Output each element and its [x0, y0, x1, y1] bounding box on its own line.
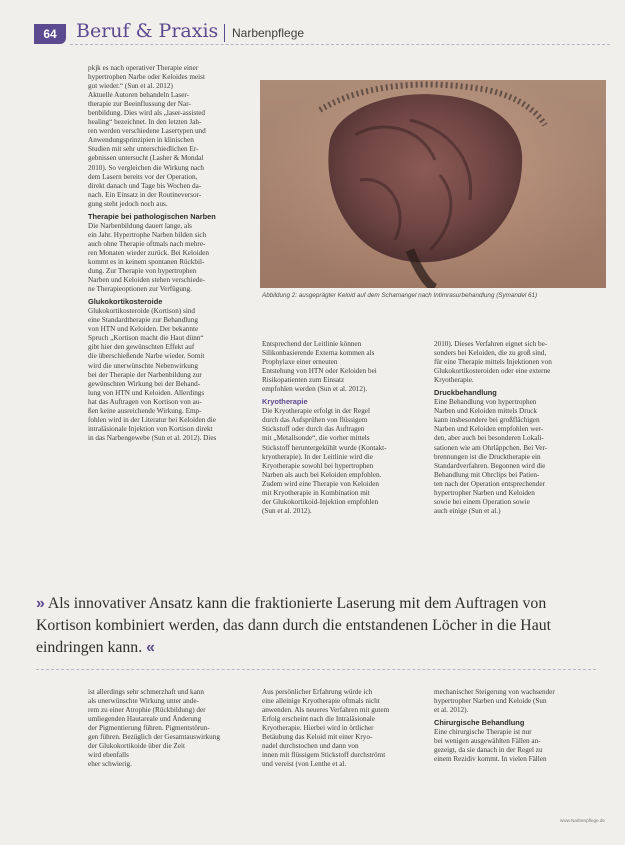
- text-line: Aus persönlicher Erfahrung würde ich: [262, 688, 373, 696]
- lower-column-3: [434, 688, 604, 764]
- text-line: ren werden verschiedene Lasertypen und: [88, 127, 206, 136]
- text-line: therapie zur Beeinflussung der Nar-: [88, 100, 191, 109]
- text-line: Kryotherapie sowohl bei hypertrophen: [262, 461, 374, 470]
- text-line: Glukokortikosteroide (Kortison) sind: [88, 307, 196, 316]
- text-line: gut wieder.“ (Sun et al. 2012): [88, 82, 173, 91]
- text-line: sonders bei Keloiden, die zu groß sind,: [434, 349, 547, 358]
- text-line: ßen keine ausreichende Wirkung. Emp-: [88, 406, 202, 415]
- text-line: Anwendungsprinzipien in klinischen: [88, 136, 194, 145]
- text-line: den, aber auch bei besonderen Lokali-: [434, 434, 544, 443]
- header-divider: [224, 24, 225, 42]
- text-line: Stickstoff heruntergekühlt wurde (Kontakt-: [262, 443, 387, 452]
- page-footer: www.Narbenpflege.de: [560, 818, 605, 823]
- text-line: mit Kryotherapie in Kombination mit: [262, 488, 370, 497]
- section-title: Beruf & Praxis: [76, 20, 219, 42]
- column-3: [434, 340, 604, 516]
- text-line: von HTN und Keloiden. Der bekannte: [88, 325, 199, 334]
- text-line: Kryotherapie. Hierbei wird in örtlicher: [262, 724, 374, 733]
- text-line: der Glukokortikoid-Injektion empfohlen: [262, 497, 379, 506]
- text-line: ist allerdings sehr schmerzhaft und kann: [88, 688, 204, 696]
- text-line: intraläsionale Injektion von Kortison direkt: [88, 424, 213, 433]
- text-line: als unerwünschte Wirkung unter ande-: [88, 697, 199, 706]
- text-line: kommt es in keinem spontanen Rückbil-: [88, 257, 205, 266]
- text-line: Prophylaxe einer erneuten: [262, 358, 338, 367]
- text-line: Risikopatienten zum Einsatz: [262, 376, 345, 385]
- text-line: Entsprechend der Leitlinie können: [262, 340, 362, 348]
- text-line: gibt hier den gewünschten Effekt auf: [88, 343, 195, 352]
- text-line: empfohlen werden (Sun et al. 2012).: [262, 385, 368, 394]
- col1-heading-2: Glukokortikosteroide: [88, 297, 163, 307]
- text-line: der Glukokortikoide über die Zeit: [88, 742, 186, 751]
- text-line: Glukokortikosteroiden oder eine externe: [434, 367, 551, 376]
- text-line: Aktuelle Autoren behandeln Laser-: [88, 91, 190, 100]
- text-line: ein Jahr. Hypertrophe Narben bilden sich: [88, 230, 207, 239]
- text-line: healing“ bezeichnet. In den letzten Jah-: [88, 118, 202, 127]
- text-line: 2010). Dieses Verfahren eignet sich be-: [434, 340, 548, 348]
- text-line: Standardverfahren. Begonnen wird die: [434, 461, 546, 470]
- text-line: benbildung. Dies wird als „laser-assisted: [88, 109, 206, 118]
- text-line: Narben und Keloiden empfohlen wer-: [434, 425, 544, 434]
- text-line: gebnissen untersucht (Lasher & Mondal: [88, 154, 204, 163]
- text-line: sowie bei einem Operation sowie: [434, 497, 530, 506]
- text-line: Stickstoff oder durch das Auftragen: [262, 425, 365, 434]
- col1-mid-text: [88, 222, 253, 294]
- lower-col3-text-b: [434, 728, 604, 764]
- col1-heading: Therapie bei pathologischen Narben: [88, 211, 216, 221]
- text-line: auch einige (Sun et al.): [434, 506, 501, 515]
- col2-text: [262, 340, 427, 394]
- text-line: in das Narbengewebe (Sun et al. 2012). Dies: [88, 433, 217, 442]
- text-line: eher schwierig.: [88, 760, 132, 769]
- quote-open-mark: »: [36, 595, 45, 612]
- text-line: wird ebenfalls: [88, 751, 129, 760]
- col1-bottom-text: [88, 307, 253, 443]
- quote-close-mark: «: [146, 638, 155, 656]
- photo-illustration: [260, 80, 606, 288]
- col1-top-text: [88, 64, 253, 209]
- lower-col1-text: [88, 688, 253, 769]
- text-line: Eine Behandlung von hypertrophen: [434, 398, 537, 407]
- lower-col3-heading: Chirurgische Behandlung: [434, 718, 525, 728]
- text-line: Eine chirurgische Therapie ist nur: [434, 728, 532, 737]
- page-header: [0, 18, 625, 46]
- section-topic: Narbenpflege: [232, 26, 305, 40]
- quote-text: Als innovativer Ansatz kann die fraktionierte Laserung mit dem Auftragen von Kortison kombiniert werden, das dann durch die entstandenen Löcher in die Haut eindringen kann.: [36, 595, 552, 656]
- text-line: hypertropher Narben und Keloide (Sun: [434, 697, 547, 706]
- text-line: nadel durchstochen und dann von: [262, 742, 359, 751]
- text-line: hat das Auftragen von Kortison von au-: [88, 397, 202, 406]
- lower-column-1: [88, 688, 253, 769]
- text-line: anwenden. Als neueres Verfahren mit gutem: [262, 706, 390, 715]
- text-line: Betäubung das Keloid mit einer Kryo-: [262, 733, 373, 742]
- col3-text-b: [434, 398, 604, 516]
- header-rule: [70, 44, 610, 45]
- text-line: bei der Therapie der Narbenbildung zur: [88, 370, 202, 379]
- text-line: wird die unerwünschte Nebenwirkung: [88, 361, 198, 370]
- text-line: durch das Aufsprühen von flüssigem: [262, 416, 368, 425]
- text-line: Erfolg erscheint nach die Intraläsionale: [262, 715, 375, 724]
- text-line: 2010). So vergleichen die Wirkung nach: [88, 163, 205, 172]
- figure-caption: Abbildung 2: ausgeprägter Keloid auf dem Schamangel nach Intimrasurbehandlung (Symandel 61): [262, 292, 538, 299]
- text-line: (Sun et al. 2012).: [262, 506, 312, 515]
- text-line: kann insbesondere bei großflächigen: [434, 416, 540, 425]
- text-line: mit „Metallsonde“, die vorher mittels: [262, 434, 370, 443]
- text-line: Narben und Keloiden mittels Druck: [434, 407, 537, 416]
- column-1-upper: [88, 64, 253, 443]
- text-line: Studien mit sehr unterschiedlichen Er-: [88, 145, 199, 154]
- text-line: ten nach der Operation entsprechender: [434, 479, 545, 488]
- text-line: hypertropher Narben und Keloiden: [434, 488, 535, 497]
- text-line: Spruch „Kortison macht die Haut dünn“: [88, 334, 204, 343]
- text-line: fohlen wird in der Literatur bei Keloiden die: [88, 415, 216, 424]
- text-line: Kryotherapie.: [434, 376, 474, 385]
- col2-heading: Kryotherapie: [262, 397, 308, 407]
- text-line: auch ohne Therapie oftmals nach mehre-: [88, 239, 206, 248]
- text-line: Entstehung von HTN oder Keloiden bei: [262, 367, 377, 376]
- text-line: direkt danach und Tage bis Wochen da-: [88, 181, 202, 190]
- text-line: lung von HTN und Keloiden. Allerdings: [88, 388, 205, 397]
- lower-column-2: [262, 688, 427, 769]
- text-line: gen führen. Bezüglich der Gesamtauswirkung: [88, 733, 220, 742]
- text-line: Zudem wird eine Therapie von Keloiden: [262, 479, 380, 488]
- text-line: mechanischer Steigerung von wachsender: [434, 688, 555, 696]
- text-line: Silikonbasierende Externa kommen als: [262, 349, 375, 358]
- text-line: dem Lasern bereits vor der Operation,: [88, 172, 198, 181]
- col3-heading: Druckbehandlung: [434, 388, 497, 398]
- text-line: bei wenigen ausgewählten Fällen an-: [434, 737, 541, 746]
- text-line: gewünschten Wirkung bei der Behand-: [88, 379, 201, 388]
- text-line: pkjk es nach operativer Therapie einer: [88, 64, 199, 72]
- text-line: Die Kryotherapie erfolgt in der Regel: [262, 407, 370, 416]
- text-line: rem zu einer Atrophie (Rückbildung) der: [88, 706, 206, 715]
- text-line: dung. Zur Therapie von hypertrophen: [88, 267, 197, 276]
- text-line: eine alleinige Kryotherapie oftmals nicht: [262, 697, 380, 706]
- text-line: sationen wie am Ohrläppchen. Bei Ver-: [434, 443, 548, 452]
- text-line: hypertrophen Narbe oder Keloides meist: [88, 73, 205, 82]
- text-line: gung steht jedoch noch aus.: [88, 199, 168, 208]
- figure-photo: [260, 80, 606, 288]
- text-line: der Pigmentierung führen. Pigmentstörun-: [88, 724, 210, 733]
- lower-col3-text: [434, 688, 604, 715]
- quote-rule: [36, 669, 596, 670]
- text-line: nach. Ein Einsatz in der Routineversor-: [88, 190, 202, 199]
- text-line: ren Monaten wieder zurück. Bei Keloiden: [88, 248, 209, 257]
- text-line: gezeigt, da sie danach in der Regel zu: [434, 746, 543, 755]
- text-line: Narben und Keloiden stehen verschiede-: [88, 276, 205, 285]
- col2-text-b: [262, 407, 427, 516]
- text-line: einem Rezidiv kommt. In vielen Fällen: [434, 755, 547, 764]
- text-line: Behandlung mit Ohrclips bei Patien-: [434, 470, 540, 479]
- page-number: 64: [34, 24, 66, 44]
- text-line: die überschießende Narbe wieder. Somit: [88, 352, 205, 361]
- text-line: ne Therapieoptionen zur Verfügung.: [88, 285, 192, 294]
- text-line: brennungen ist die Drucktherapie ein: [434, 452, 541, 461]
- text-line: et al. 2012).: [434, 706, 469, 715]
- column-2: [262, 340, 427, 516]
- text-line: für eine Therapie mittels Injektionen von: [434, 358, 552, 367]
- text-line: Die Narbenbildung dauert lange, als: [88, 221, 192, 230]
- lower-col2-text: [262, 688, 427, 769]
- pull-quote: [36, 593, 596, 658]
- text-line: eine Standardtherapie zur Behandlung: [88, 316, 198, 325]
- col3-text: [434, 340, 604, 385]
- text-line: umliegenden Hautareale und Änderung: [88, 715, 202, 724]
- text-line: innen mit flüssigem Stickstoff durchströmt: [262, 751, 386, 760]
- text-line: kryotherapie). In der Leitlinie wird die: [262, 452, 373, 461]
- text-line: Narben als auch bei Keloiden empfohlen.: [262, 470, 382, 479]
- text-line: und vereist (von Lenthe et al.: [262, 760, 347, 769]
